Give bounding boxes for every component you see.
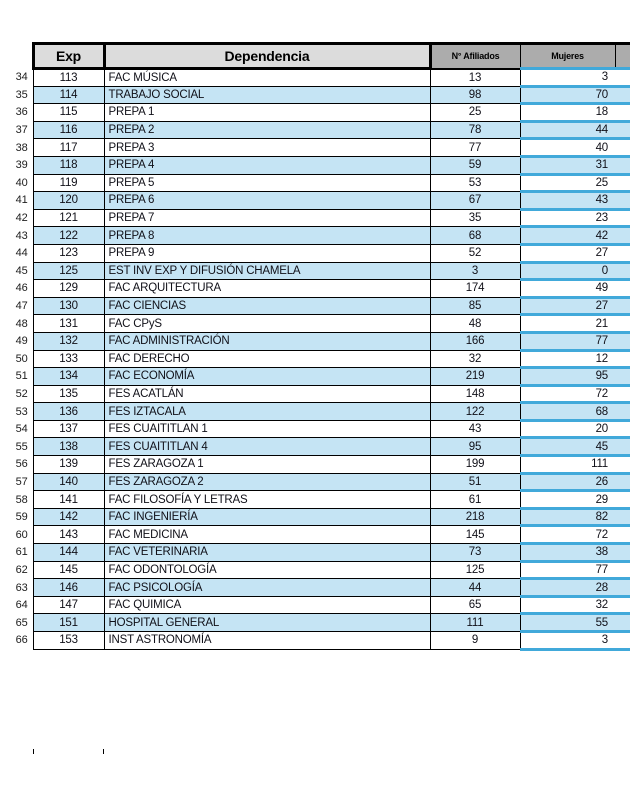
- cell-mujeres[interactable]: 27: [520, 244, 615, 262]
- cell-partial[interactable]: [615, 244, 630, 262]
- cell-mujeres[interactable]: 3: [520, 632, 615, 650]
- cell-afiliados[interactable]: 44: [430, 579, 520, 597]
- row-number[interactable]: 44: [0, 244, 33, 262]
- cell-afiliados[interactable]: 125: [430, 561, 520, 579]
- cell-afiliados[interactable]: 219: [430, 368, 520, 386]
- row-number[interactable]: 46: [0, 280, 33, 298]
- cell-partial[interactable]: [615, 544, 630, 562]
- row-number[interactable]: 63: [0, 579, 33, 597]
- cell-dependencia[interactable]: FAC ARQUITECTURA: [104, 280, 430, 298]
- row-number[interactable]: 37: [0, 121, 33, 139]
- cell-partial[interactable]: [615, 192, 630, 210]
- table-row: [0, 385, 630, 403]
- column-header-partial[interactable]: [615, 44, 630, 69]
- cell-partial[interactable]: [615, 614, 630, 632]
- cell-mujeres[interactable]: 27: [520, 297, 615, 315]
- affiliates-table: [0, 42, 630, 651]
- cell-exp[interactable]: 118: [33, 156, 104, 174]
- cell-dependencia[interactable]: FES ACATLÁN: [104, 385, 430, 403]
- cell-mujeres[interactable]: 95: [520, 368, 615, 386]
- row-number[interactable]: 40: [0, 174, 33, 192]
- row-number[interactable]: 51: [0, 368, 33, 386]
- row-number[interactable]: 59: [0, 508, 33, 526]
- cell-exp[interactable]: 115: [33, 104, 104, 122]
- column-header-mujeres[interactable]: Mujeres: [520, 44, 615, 69]
- cell-mujeres[interactable]: 45: [520, 438, 615, 456]
- cell-exp[interactable]: 132: [33, 332, 104, 350]
- cell-mujeres[interactable]: 26: [520, 473, 615, 491]
- row-number[interactable]: 50: [0, 350, 33, 368]
- cell-exp[interactable]: 119: [33, 174, 104, 192]
- cell-exp[interactable]: 141: [33, 491, 104, 509]
- cell-dependencia[interactable]: PREPA 9: [104, 244, 430, 262]
- cell-exp[interactable]: 121: [33, 209, 104, 227]
- cell-mujeres[interactable]: 43: [520, 192, 615, 210]
- cell-dependencia[interactable]: FAC ECONOMÍA: [104, 368, 430, 386]
- cell-partial[interactable]: [615, 86, 630, 104]
- cell-mujeres[interactable]: 29: [520, 491, 615, 509]
- cell-mujeres[interactable]: 42: [520, 227, 615, 245]
- cell-dependencia[interactable]: EST INV EXP Y DIFUSIÓN CHAMELA: [104, 262, 430, 280]
- table-row: [0, 262, 630, 280]
- cell-mujeres[interactable]: 72: [520, 526, 615, 544]
- cell-afiliados[interactable]: 174: [430, 280, 520, 298]
- cell-partial[interactable]: [615, 209, 630, 227]
- table-row: [0, 209, 630, 227]
- cell-afiliados[interactable]: 53: [430, 174, 520, 192]
- cell-afiliados[interactable]: 148: [430, 385, 520, 403]
- cell-afiliados[interactable]: 73: [430, 544, 520, 562]
- table-row: [0, 579, 630, 597]
- row-number[interactable]: 57: [0, 473, 33, 491]
- cell-mujeres[interactable]: 55: [520, 614, 615, 632]
- cell-exp[interactable]: 142: [33, 508, 104, 526]
- cell-afiliados[interactable]: 67: [430, 192, 520, 210]
- row-number[interactable]: 65: [0, 614, 33, 632]
- cell-exp[interactable]: 117: [33, 139, 104, 157]
- cell-dependencia[interactable]: FES CUAITITLAN 1: [104, 420, 430, 438]
- cell-partial[interactable]: [615, 368, 630, 386]
- cell-afiliados[interactable]: 95: [430, 438, 520, 456]
- table-row: [0, 86, 630, 104]
- table-row: [0, 121, 630, 139]
- cell-exp[interactable]: 144: [33, 544, 104, 562]
- row-number[interactable]: 39: [0, 156, 33, 174]
- table-row: [0, 244, 630, 262]
- cell-dependencia[interactable]: FAC PSICOLOGÍA: [104, 579, 430, 597]
- cell-dependencia[interactable]: FAC FILOSOFÍA Y LETRAS: [104, 491, 430, 509]
- row-number[interactable]: 60: [0, 526, 33, 544]
- cell-exp[interactable]: 136: [33, 403, 104, 421]
- table-row: [0, 69, 630, 87]
- cell-exp[interactable]: 122: [33, 227, 104, 245]
- table-row: [0, 596, 630, 614]
- cell-afiliados[interactable]: 52: [430, 244, 520, 262]
- cell-dependencia[interactable]: FAC ODONTOLOGÍA: [104, 561, 430, 579]
- cell-afiliados[interactable]: 9: [430, 632, 520, 650]
- cell-mujeres[interactable]: 70: [520, 86, 615, 104]
- cell-mujeres[interactable]: 77: [520, 332, 615, 350]
- cell-partial[interactable]: [615, 104, 630, 122]
- table-row: [0, 104, 630, 122]
- cell-dependencia[interactable]: FAC CPyS: [104, 315, 430, 333]
- table-row: [0, 350, 630, 368]
- cell-exp[interactable]: 125: [33, 262, 104, 280]
- cell-exp[interactable]: 146: [33, 579, 104, 597]
- cell-dependencia[interactable]: FES ZARAGOZA 2: [104, 473, 430, 491]
- table-row: [0, 526, 630, 544]
- cell-mujeres[interactable]: 0: [520, 262, 615, 280]
- cell-afiliados[interactable]: 218: [430, 508, 520, 526]
- cell-dependencia[interactable]: FAC QUIMICA: [104, 596, 430, 614]
- cell-dependencia[interactable]: FAC MÚSICA: [104, 69, 430, 87]
- table-row: [0, 561, 630, 579]
- cell-mujeres[interactable]: 23: [520, 209, 615, 227]
- cell-partial[interactable]: [615, 280, 630, 298]
- table-row: [0, 139, 630, 157]
- row-number[interactable]: 38: [0, 139, 33, 157]
- row-number[interactable]: 53: [0, 403, 33, 421]
- cell-dependencia[interactable]: PREPA 6: [104, 192, 430, 210]
- table-row: [0, 473, 630, 491]
- cell-mujeres[interactable]: 82: [520, 508, 615, 526]
- cell-mujeres[interactable]: 12: [520, 350, 615, 368]
- cell-afiliados[interactable]: 61: [430, 491, 520, 509]
- cell-exp[interactable]: 135: [33, 385, 104, 403]
- row-number[interactable]: 49: [0, 332, 33, 350]
- cell-mujeres[interactable]: 32: [520, 596, 615, 614]
- row-number[interactable]: 64: [0, 596, 33, 614]
- row-number[interactable]: 36: [0, 104, 33, 122]
- cell-partial[interactable]: [615, 385, 630, 403]
- cell-afiliados[interactable]: 68: [430, 227, 520, 245]
- cell-dependencia[interactable]: PREPA 4: [104, 156, 430, 174]
- table-row: [0, 192, 630, 210]
- cell-partial[interactable]: [615, 121, 630, 139]
- cell-afiliados[interactable]: 32: [430, 350, 520, 368]
- table-row: [0, 420, 630, 438]
- column-header-exp[interactable]: Exp: [33, 44, 104, 69]
- cell-afiliados[interactable]: 98: [430, 86, 520, 104]
- table-row: [0, 456, 630, 474]
- cell-afiliados[interactable]: 13: [430, 69, 520, 87]
- cell-partial[interactable]: [615, 156, 630, 174]
- cell-exp[interactable]: 113: [33, 69, 104, 87]
- cell-exp[interactable]: 123: [33, 244, 104, 262]
- cell-afiliados[interactable]: 166: [430, 332, 520, 350]
- cell-mujeres[interactable]: 28: [520, 579, 615, 597]
- cell-partial[interactable]: [615, 262, 630, 280]
- cell-afiliados[interactable]: 65: [430, 596, 520, 614]
- cell-afiliados[interactable]: 145: [430, 526, 520, 544]
- cell-partial[interactable]: [615, 491, 630, 509]
- table-row: [0, 614, 630, 632]
- cell-dependencia[interactable]: HOSPITAL GENERAL: [104, 614, 430, 632]
- cell-partial[interactable]: [615, 297, 630, 315]
- cell-exp[interactable]: 153: [33, 632, 104, 650]
- row-number[interactable]: 56: [0, 456, 33, 474]
- row-number[interactable]: 55: [0, 438, 33, 456]
- cell-exp[interactable]: 131: [33, 315, 104, 333]
- cell-mujeres[interactable]: 44: [520, 121, 615, 139]
- table-row: [0, 280, 630, 298]
- cell-mujeres[interactable]: 77: [520, 561, 615, 579]
- cell-partial[interactable]: [615, 174, 630, 192]
- cell-mujeres[interactable]: 25: [520, 174, 615, 192]
- table-row: [0, 315, 630, 333]
- table-border-stub-exp: [103, 749, 104, 754]
- cell-dependencia[interactable]: PREPA 3: [104, 139, 430, 157]
- cell-partial[interactable]: [615, 332, 630, 350]
- cell-dependencia[interactable]: FAC DERECHO: [104, 350, 430, 368]
- cell-afiliados[interactable]: 85: [430, 297, 520, 315]
- row-number[interactable]: 61: [0, 544, 33, 562]
- cell-exp[interactable]: 138: [33, 438, 104, 456]
- cell-mujeres[interactable]: 31: [520, 156, 615, 174]
- cell-afiliados[interactable]: 199: [430, 456, 520, 474]
- row-number[interactable]: 35: [0, 86, 33, 104]
- cell-partial[interactable]: [615, 420, 630, 438]
- cell-afiliados[interactable]: 43: [430, 420, 520, 438]
- cell-partial[interactable]: [615, 403, 630, 421]
- cell-partial[interactable]: [615, 69, 630, 87]
- cell-dependencia[interactable]: FES ZARAGOZA 1: [104, 456, 430, 474]
- cell-partial[interactable]: [615, 473, 630, 491]
- cell-afiliados[interactable]: 3: [430, 262, 520, 280]
- cell-partial[interactable]: [615, 227, 630, 245]
- table-border-stub-left: [33, 749, 34, 754]
- table-row: [0, 544, 630, 562]
- column-header-afiliados[interactable]: N° Afiliados: [430, 44, 520, 69]
- row-number[interactable]: 52: [0, 385, 33, 403]
- cell-afiliados[interactable]: 122: [430, 403, 520, 421]
- cell-partial[interactable]: [615, 561, 630, 579]
- row-number[interactable]: 43: [0, 227, 33, 245]
- cell-dependencia[interactable]: FAC CIENCIAS: [104, 297, 430, 315]
- table-row: [0, 368, 630, 386]
- table-row: [0, 227, 630, 245]
- cell-partial[interactable]: [615, 526, 630, 544]
- row-number[interactable]: 47: [0, 297, 33, 315]
- cell-exp[interactable]: 139: [33, 456, 104, 474]
- cell-afiliados[interactable]: 78: [430, 121, 520, 139]
- cell-dependencia[interactable]: FAC INGENIERÍA: [104, 508, 430, 526]
- cell-afiliados[interactable]: 77: [430, 139, 520, 157]
- cell-dependencia[interactable]: INST ASTRONOMÍA: [104, 632, 430, 650]
- cell-exp[interactable]: 137: [33, 420, 104, 438]
- row-number[interactable]: 62: [0, 561, 33, 579]
- row-number[interactable]: 45: [0, 262, 33, 280]
- cell-mujeres[interactable]: 111: [520, 456, 615, 474]
- cell-partial[interactable]: [615, 632, 630, 650]
- cell-afiliados[interactable]: 111: [430, 614, 520, 632]
- cell-exp[interactable]: 114: [33, 86, 104, 104]
- cell-dependencia[interactable]: PREPA 1: [104, 104, 430, 122]
- cell-partial[interactable]: [615, 315, 630, 333]
- table-row: [0, 403, 630, 421]
- cell-mujeres[interactable]: 21: [520, 315, 615, 333]
- cell-exp[interactable]: 143: [33, 526, 104, 544]
- cell-afiliados[interactable]: 59: [430, 156, 520, 174]
- cell-partial[interactable]: [615, 139, 630, 157]
- cell-exp[interactable]: 145: [33, 561, 104, 579]
- cell-mujeres[interactable]: 3: [520, 69, 615, 87]
- cell-dependencia[interactable]: PREPA 8: [104, 227, 430, 245]
- cell-dependencia[interactable]: FAC VETERINARIA: [104, 544, 430, 562]
- cell-mujeres[interactable]: 20: [520, 420, 615, 438]
- cell-partial[interactable]: [615, 508, 630, 526]
- cell-exp[interactable]: 130: [33, 297, 104, 315]
- cell-exp[interactable]: 140: [33, 473, 104, 491]
- cell-partial[interactable]: [615, 579, 630, 597]
- table-row: [0, 438, 630, 456]
- row-number[interactable]: 66: [0, 632, 33, 650]
- table-row: [0, 174, 630, 192]
- cell-mujeres[interactable]: 38: [520, 544, 615, 562]
- cell-exp[interactable]: 129: [33, 280, 104, 298]
- cell-mujeres[interactable]: 18: [520, 104, 615, 122]
- row-number[interactable]: 58: [0, 491, 33, 509]
- cell-dependencia[interactable]: FAC ADMINISTRACIÓN: [104, 332, 430, 350]
- cell-partial[interactable]: [615, 350, 630, 368]
- cell-mujeres[interactable]: 68: [520, 403, 615, 421]
- cell-dependencia[interactable]: FES IZTACALA: [104, 403, 430, 421]
- cell-exp[interactable]: 147: [33, 596, 104, 614]
- cell-exp[interactable]: 116: [33, 121, 104, 139]
- table-row: [0, 297, 630, 315]
- cell-afiliados[interactable]: 25: [430, 104, 520, 122]
- header-row: [0, 44, 630, 69]
- row-number[interactable]: 54: [0, 420, 33, 438]
- cell-mujeres[interactable]: 40: [520, 139, 615, 157]
- cell-dependencia[interactable]: PREPA 7: [104, 209, 430, 227]
- cell-dependencia[interactable]: FAC MEDICINA: [104, 526, 430, 544]
- cell-partial[interactable]: [615, 596, 630, 614]
- cell-dependencia[interactable]: TRABAJO SOCIAL: [104, 86, 430, 104]
- cell-afiliados[interactable]: 35: [430, 209, 520, 227]
- cell-partial[interactable]: [615, 456, 630, 474]
- row-number[interactable]: 41: [0, 192, 33, 210]
- cell-exp[interactable]: 134: [33, 368, 104, 386]
- row-number[interactable]: 42: [0, 209, 33, 227]
- cell-exp[interactable]: 151: [33, 614, 104, 632]
- cell-afiliados[interactable]: 48: [430, 315, 520, 333]
- cell-mujeres[interactable]: 49: [520, 280, 615, 298]
- column-header-dependencia[interactable]: Dependencia: [104, 44, 430, 69]
- table-row: [0, 156, 630, 174]
- gutter-header-cell: [0, 44, 33, 69]
- cell-dependencia[interactable]: PREPA 5: [104, 174, 430, 192]
- cell-afiliados[interactable]: 51: [430, 473, 520, 491]
- cell-mujeres[interactable]: 72: [520, 385, 615, 403]
- table-row: [0, 332, 630, 350]
- table-row: [0, 491, 630, 509]
- cell-dependencia[interactable]: PREPA 2: [104, 121, 430, 139]
- row-number[interactable]: 34: [0, 69, 33, 87]
- cell-exp[interactable]: 133: [33, 350, 104, 368]
- table-row: [0, 632, 630, 650]
- cell-partial[interactable]: [615, 438, 630, 456]
- cell-exp[interactable]: 120: [33, 192, 104, 210]
- row-number[interactable]: 48: [0, 315, 33, 333]
- cell-dependencia[interactable]: FES CUAITITLAN 4: [104, 438, 430, 456]
- spreadsheet-area: [0, 42, 630, 651]
- table-row: [0, 508, 630, 526]
